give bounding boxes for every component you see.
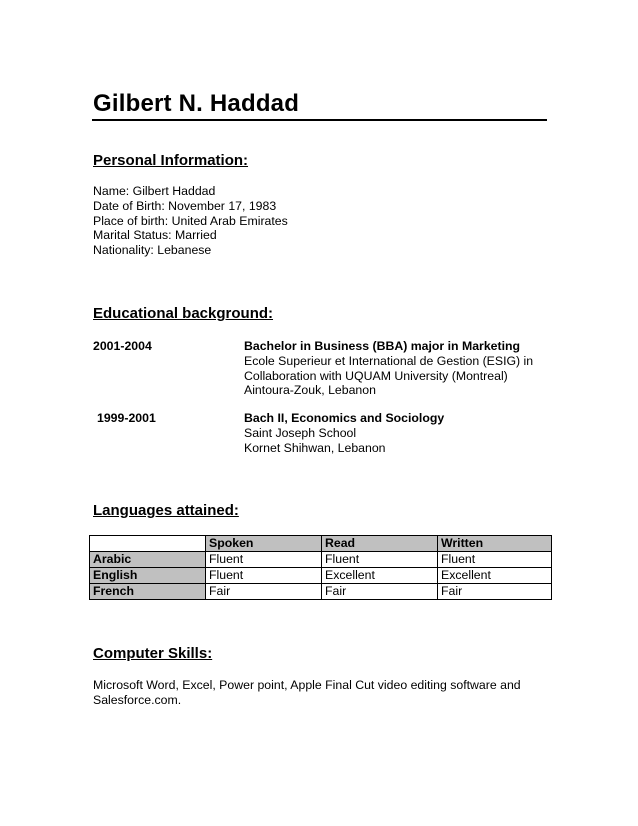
education-detail-line: Saint Joseph School bbox=[244, 425, 357, 440]
languages-table bbox=[89, 535, 552, 600]
personal-info-birthplace: Place of birth: United Arab Emirates bbox=[93, 213, 288, 228]
spoken-level-cell: Fair bbox=[206, 584, 322, 600]
spoken-level-cell: Fluent bbox=[206, 552, 322, 568]
read-level-cell: Excellent bbox=[322, 568, 438, 584]
written-level-cell: Fluent bbox=[438, 552, 552, 568]
personal-info-name: Name: Gilbert Haddad bbox=[93, 184, 216, 198]
language-name-cell: English bbox=[90, 568, 206, 584]
education-degree-title: Bach II, Economics and Sociology bbox=[244, 411, 445, 425]
computer-skills-text: Microsoft Word, Excel, Power point, Apple Final Cut video editing software and Salesforce.com. bbox=[93, 678, 521, 707]
personal-info-marital-status: Marital Status: Married bbox=[93, 228, 217, 243]
computer-skills-heading: Computer Skills: bbox=[93, 645, 213, 662]
education-years: 1999-2001 bbox=[97, 411, 156, 425]
language-name-cell: French bbox=[90, 584, 206, 600]
column-header-read: Read bbox=[322, 536, 438, 552]
table-row bbox=[90, 584, 552, 600]
column-header-spoken: Spoken bbox=[206, 536, 322, 552]
education-detail-line: Collaboration with UQUAM University (Montreal) bbox=[244, 368, 508, 383]
education-detail-line: Ecole Superieur et International de Gestion (ESIG) in bbox=[244, 353, 534, 368]
written-level-cell: Excellent bbox=[438, 568, 552, 584]
personal-info-heading: Personal Information: bbox=[93, 152, 249, 169]
column-header-written: Written bbox=[438, 536, 552, 552]
education-detail-line: Aintoura-Zouk, Lebanon bbox=[244, 383, 376, 398]
written-level-cell: Fair bbox=[438, 584, 552, 600]
spoken-level-cell: Fluent bbox=[206, 568, 322, 584]
table-corner-cell bbox=[90, 536, 206, 552]
read-level-cell: Fair bbox=[322, 584, 438, 600]
education-detail-line: Kornet Shihwan, Lebanon bbox=[244, 440, 386, 455]
personal-info-list bbox=[93, 184, 288, 258]
read-level-cell: Fluent bbox=[322, 552, 438, 568]
table-row bbox=[90, 552, 552, 568]
language-name-cell: Arabic bbox=[90, 552, 206, 568]
table-row bbox=[90, 568, 552, 584]
personal-info-dob: Date of Birth: November 17, 1983 bbox=[93, 198, 277, 213]
table-header-row bbox=[90, 536, 552, 552]
name-underline-rule bbox=[92, 119, 547, 121]
education-degree-title: Bachelor in Business (BBA) major in Marketing bbox=[244, 339, 521, 353]
education-detail bbox=[244, 411, 554, 455]
education-detail bbox=[244, 339, 554, 398]
resume-name: Gilbert N. Haddad bbox=[93, 90, 300, 117]
languages-heading: Languages attained: bbox=[93, 502, 239, 519]
personal-info-nationality: Nationality: Lebanese bbox=[93, 243, 212, 258]
education-years: 2001-2004 bbox=[93, 339, 152, 353]
education-heading: Educational background: bbox=[93, 305, 274, 322]
